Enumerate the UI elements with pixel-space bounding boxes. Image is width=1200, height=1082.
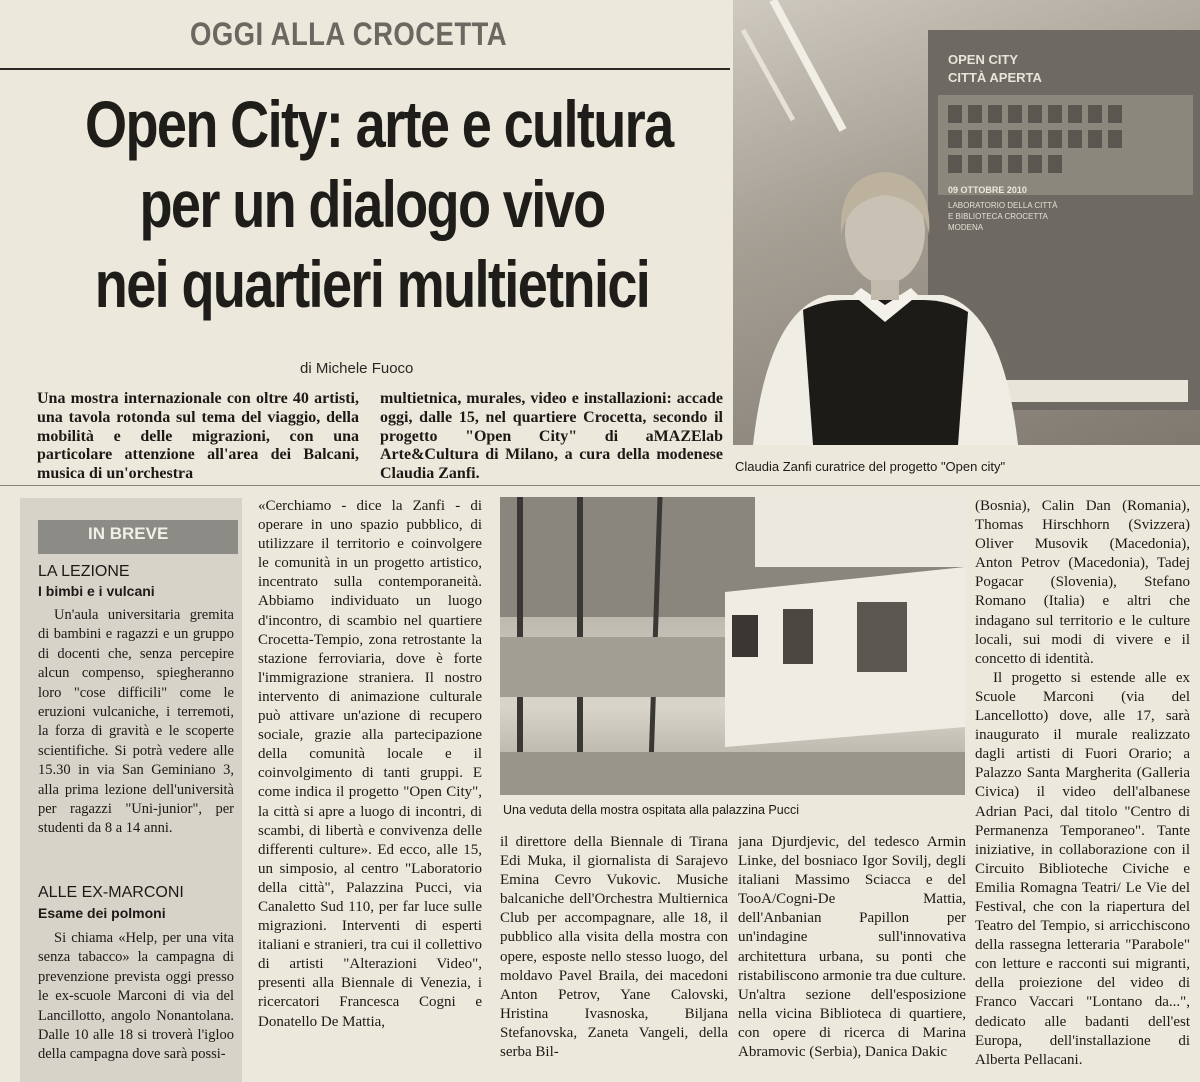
artwork-1 [732,615,758,657]
lead-column-2: multietnica, murales, video e installazioni: accade oggi, dalle 15, nel quartiere Crocetta, secondo il progetto "Open City" di aMAZElab Arte&Cultura di Milano, a cura della modenese Claudia Zanfi. [380,390,723,483]
ceiling-light-1 [773,0,843,130]
sidebar-item-1-text: Un'aula universitaria gremita di bambini e ragazzi e un gruppo di docenti che, senza percepire alcun compenso, spiegheranno loro "cose difficili" come le eruzioni vulcaniche, i terremoti, la forza di gravità e le scoperte scientifiche. Si potrà vedere alle 15.30 in via San Geminiano 3, alla prima lezione dell'università per ragazzi "Uni-junior", per studenti da 8 a 14 anni. [38,607,234,837]
floor [500,752,965,795]
headline-line-2: per un dialogo vivo [139,167,605,241]
poster-line-1: LABORATORIO DELLA CITTÀ [948,201,1058,210]
section-kicker: OGGI ALLA CROCETTA [190,16,508,52]
sidebar-item-1-kicker: LA LEZIONE [38,563,130,580]
in-breve-title: IN BREVE [88,524,169,543]
byline: di Michele Fuoco [300,360,414,377]
display-wall [725,567,965,747]
exhibition-photo [500,497,965,795]
body-column-4-para-2: Il progetto si estende alle ex Scuole Marconi (via del Lancellotto) dove, alle 17, sarà inaugurato il murale realizzato dagli artisti di Fuori Orario; a Palazzo Santa Margherita (Galleria Civica) il video dell'albanese Adrian Paci, dal titolo "Centro di Permanenza Temporaneo". Tante iniziative, in collaborazione con il Circuito Biblioteche Civiche e Emilia Romagna Teatri/ Le Vie del Festival, che con la riapertura del Teatro del Tempio, si arricchiscono della rassegna letteraria "Parabole" con letture e racconti sui migranti, della proiezione del video di Franco Vaccari "Lontano da...", dedicato alle badanti dell'est Europa, dell'installazione di Alberta Pellacani. [975,669,1190,1068]
lead-column-1: Una mostra internazionale con oltre 40 artisti, una tavola rotonda sul tema del viaggio, della mobilità e delle migrazioni, con una particolare attenzione all'area dei Balcani, musica di un'orchestra [37,390,359,483]
headline [22,84,722,324]
sidebar-item-2-text: Si chiama «Help, per una vita senza tabacco» la campagna di prevenzione prevista oggi presso le ex-scuole Marconi di via del Lancillotto, angolo Nonantolana. Dalle 10 alle 18 si troverà l'igloo della campagna dove sarà possi- [38,930,234,1063]
headline-line-3: nei quartieri multietnici [94,247,650,321]
top-rule [0,68,730,70]
curator-photo-drawing [733,0,1200,445]
headline-line-1: Open City: arte e cultura [85,87,673,161]
poster-title-1: OPEN CITY [948,52,1019,67]
poster-line-2: E BIBLIOTECA CROCETTA [948,212,1048,221]
sidebar-item-1-title: I bimbi e i vulcani [38,583,155,599]
poster-line-3: MODENA [948,223,984,232]
middle-rule [0,485,1200,486]
body-column-1: «Cerchiamo - dice la Zanfi - di operare in uno spazio pubblico, di utilizzare il territorio e coinvolgere le comunità in un progetto artistico, incentrato sulla contemporaneità. Abbiamo individuato un luogo d'incontro, di scambio nel quartiere Crocetta-Tempio, zona retrostante la stazione ferroviaria, dove è forte l'immigrazione straniera. Il nostro intervento di animazione culturale può attivare un'azione di recupero sociale, grazie alla partecipazione della comunità locale e il coinvolgimento di tanti gruppi. E come indica il progetto "Open City", la città si apre a luogo di incontri, di scambi, di libertà e convivenza delle differenti culture». Ed ecco, alle 15, un simposio, al centro "Laboratorio della città", Palazzina Pucci, via Canaletto Sud 110, per far luce sulle migrazioni. Interventi di esperti italiani e stranieri, tra cui il collettivo di artisti "Alterazioni Video", presenti alla Biennale di Venezia, i ricercatori Francesca Cogni e Donatello De Mattia, [258,498,482,1030]
black-top [803,300,968,445]
ceiling-light-2 [743,30,793,120]
artwork-3 [857,602,907,672]
photo2-caption: Una veduta della mostra ospitata alla palazzina Pucci [503,803,800,817]
sidebar-item-2-title: Esame dei polmoni [38,905,166,921]
poster-title-2: CITTÀ APERTA [948,70,1042,85]
curator-photo [733,0,1200,445]
body-column-4 [975,497,1190,1082]
body-column-2: il direttore della Biennale di Tirana Edi Muka, il giornalista di Sarajevo Emina Cevro Vukovic. Musiche balcaniche dell'Orchestra Multiernica Club per accompagnare, alle 18, il pubblico alla visita della mostra con opere, esposte nello stesso luogo, del moldavo Pavel Braila, dei macedoni Anton Petrov, Yane Calovski, Hristina Ivasnoska, Biljana Stefanovska, Zaneta Vangeli, della serba Bil- [500,834,728,1061]
body-column-4-para-1: (Bosnia), Calin Dan (Romania), Thomas Hirschhorn (Svizzera) Oliver Musovik (Macedonia), Anton Petrov (Macedonia), Tadej Pogacar (Slovenia), Stefano Romano (Italia) e altri che indagano sul territorio e le culture locali, sui modi di vivere e il concetto di identità. [975,498,1190,667]
artwork-2 [783,609,813,664]
street-view [500,637,750,697]
body-column-3: jana Djurdjevic, del tedesco Armin Linke, del bosniaco Igor Sovilj, degli italiani Massimo Sciacca e del TooA/Cogni-De Mattia, dell'Anbanian Papillon per un'indagine sull'innovativa architettura urbana, su ponti che ristabiliscono armonie tra due culture. Un'altra sezione dell'esposizione nella vicina Biblioteca di quartiere, con opere di ricerca di Marina Abramovic (Serbia), Danica Dakic [738,834,966,1061]
exhibition-photo-drawing [500,497,965,795]
ceiling [755,497,965,567]
photo1-caption: Claudia Zanfi curatrice del progetto "Open city" [735,459,1006,474]
poster-date: 09 OTTOBRE 2010 [948,185,1027,195]
neck [871,280,899,300]
sidebar-item-2-kicker: ALLE EX-MARCONI [38,884,184,901]
